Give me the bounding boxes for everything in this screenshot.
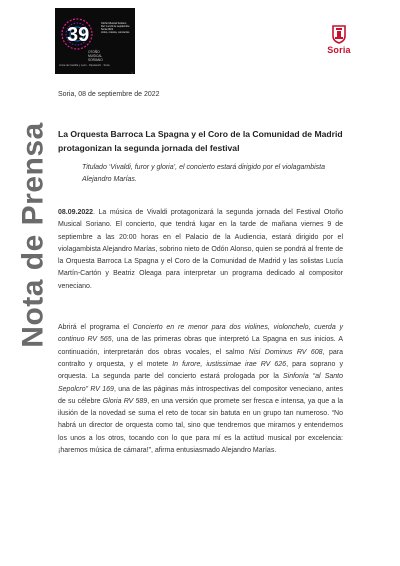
work-title: Nisi Dominus RV 608 [248,348,323,356]
soria-logo [325,24,353,55]
festival-logo-line: ciclos, música, conciertos [101,31,130,34]
paragraph-2-text: , en una versión que promete ser fresca e intensa, ya que a la ilusión de la novedad se suma el reto de tocar sin batuta en un grupo tan numeroso. “No habrá un director de orquesta como tal, sino que tendremos que mirarnos y entendernos los unos a los otros, tocando con lo que para mí es la actitud musical por excelencia: ¡haremos música de cámara!”, afirma entusiasmado Alejandro Marías. [58,397,343,455]
festival-logo-caption: © [131,71,134,75]
festival-logo-title-line: SORIANO [88,58,103,62]
festival-logo-line: Otoño Musical Soriano [101,22,127,25]
paragraph-1-date: 08.09.2022 [58,209,94,216]
work-title: Gloria RV 589 [102,397,148,405]
work-title: Sinfonía “al Santo Sepolcro” RV 169 [58,373,343,393]
festival-logo-sponsors: Junta de Castilla y León · Diputación · Soria [59,64,110,67]
side-label [14,122,54,348]
paragraph-1 [58,207,343,293]
festival-logo-line: Del 1 al 24 de septiembre [101,25,130,28]
soria-logo-name: Soria [327,45,351,55]
paragraph-2-text: , una de las páginas más introspectivas del compositor veneciano, antes de su célebre [58,385,343,405]
paragraph-2-text: Abrirá el programa el [58,324,133,332]
subheadline: Titulado ‘Vivaldi, furor y gloria’, el concierto estará dirigido por el violagambista Alejandro Marías. [82,164,325,183]
paragraph-2-text: , una de las primeras obras que interpretó La Spagna en sus inicios. A continuación, interpretarán dos obras vocales, el salmo [58,336,343,356]
paragraph-2-text: , para soprano y orquesta. La segunda parte del concierto estará prologada por la [58,360,343,381]
work-title: In furore, iustissimae irae RV 626 [172,360,287,368]
festival-logo-title [88,50,124,62]
work-title: Concierto en re menor para dos violines, violonchelo, cuerda y continuo RV 565 [58,324,343,344]
headline: La Orquesta Barroca La Spagna y el Coro de la Comunidad de Madrid protagonizan la segunda jornada del festival [58,129,343,153]
paragraph-2-text: , para contralto y orquesta, y el motete [58,348,343,368]
festival-logo-line: Soria 2022 [101,28,114,31]
svg-text:39: 39 [67,24,90,46]
festival-logo-title-line: MUSICAL [88,54,103,58]
festival-logo [55,8,135,74]
festival-logo-title-line: OTOÑO [88,50,100,54]
press-release-body [58,91,343,457]
paragraph-2 [58,322,343,457]
paragraph-1-text: . La música de Vivaldi protagonizará la segunda jornada del Festival Otoño Musical Soriano. El concierto, que tendrá lugar en la tarde de mañana viernes 9 de septiembre a las 20:00 horas en el Palacio de la Audiencia, estará dirigido por el violagambista Alejandro Marías, sobrino nieto de Odón Alonso, quien se pondrá al frente de la Orquesta Barroca La Spagna y el Coro de la Comunidad de Madrid y las solistas Lucía Martín-Cartón y Beatriz Oleaga para interpretar un programa dedicado al compositor veneciano. [58,209,343,290]
soria-shield-icon [330,24,348,44]
release-date: Soria, 08 de septiembre de 2022 [58,91,160,98]
festival-logo-text [101,22,135,34]
press-release-label: Nota de Prensa [17,122,51,348]
